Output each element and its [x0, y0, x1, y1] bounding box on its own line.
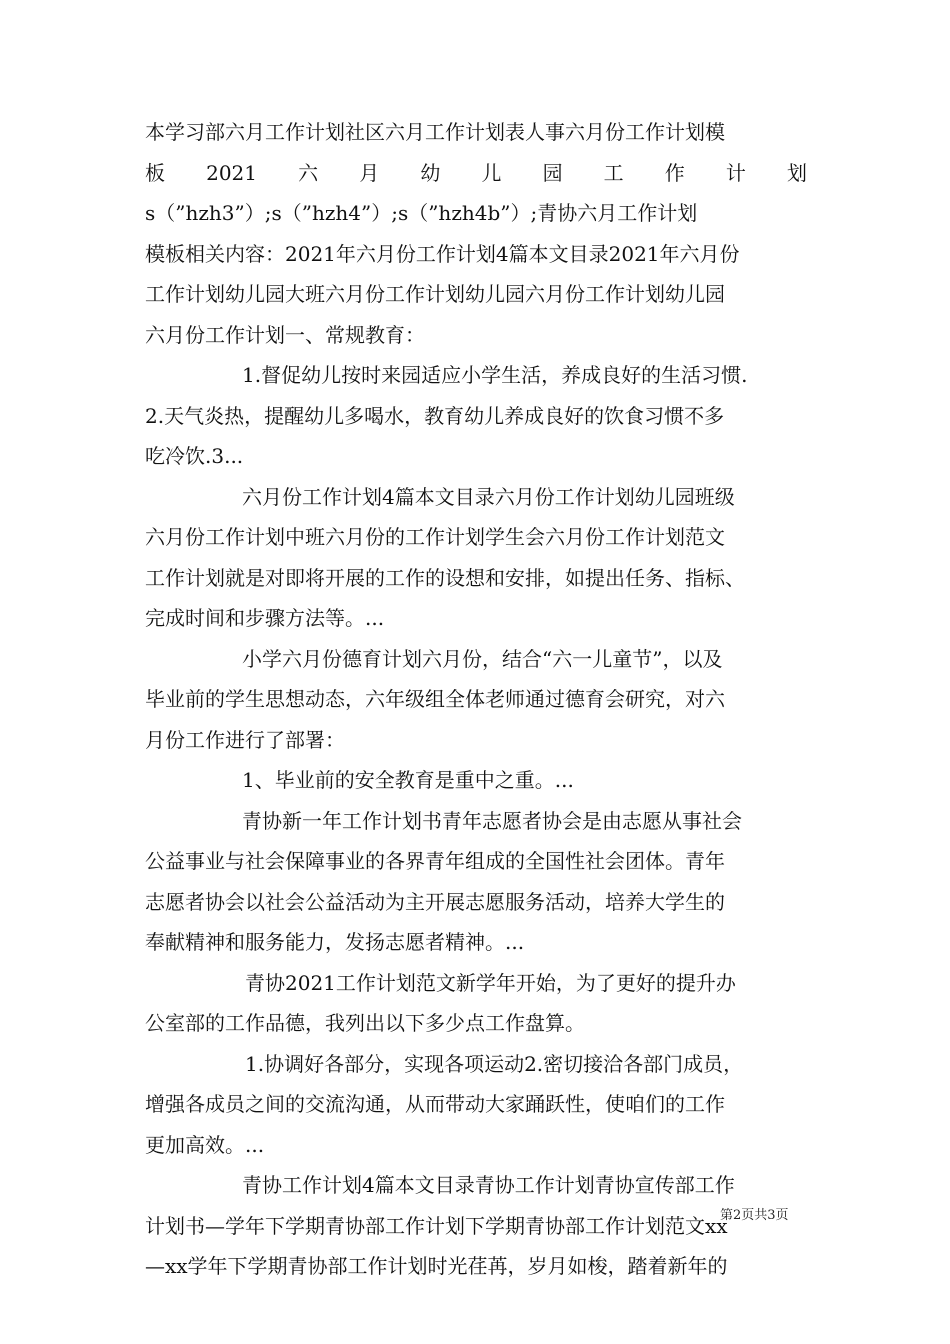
text-line: 奉献精神和服务能力，发扬志愿者精神。...	[145, 930, 525, 954]
text-line: 六月份工作计划一、常规教育：	[145, 322, 425, 347]
text-line: 2.天气炎热，提醒幼儿多喝水，教育幼儿养成良好的饮食习惯不多	[145, 403, 725, 428]
text-line: s（”hzh3”）;s（”hzh4”）;s（”hzh4b”）;青协六月工作计划	[145, 201, 698, 225]
text-line: 月份工作进行了部署：	[145, 727, 345, 752]
text-line-indented: 1、毕业前的安全教育是重中之重。...	[242, 768, 574, 792]
spread-char: 工	[603, 160, 624, 185]
text-line: 增强各成员之间的交流沟通，从而带动大家踊跃性，使咱们的工作	[145, 1092, 725, 1116]
spread-char: 作	[664, 160, 685, 185]
text-line: 公室部的工作品德，我列出以下多少点工作盘算。	[145, 1011, 585, 1035]
text-line: 完成时间和步骤方法等。...	[145, 606, 385, 630]
spread-char: 划	[787, 160, 807, 185]
text-line: 本学习部六月工作计划社区六月工作计划表人事六月份工作计划模	[145, 120, 725, 144]
text-line: 六月份工作计划中班六月份的工作计划学生会六月份工作计划范文	[145, 525, 725, 549]
spread-char: 2021	[206, 160, 258, 185]
body-text	[145, 112, 807, 1287]
spread-char: 六	[298, 160, 319, 185]
text-line: 志愿者协会以社会公益活动为主开展志愿服务活动，培养大学生的	[145, 889, 725, 914]
text-line: 吃冷饮.3...	[145, 444, 244, 468]
text-line: 模板相关内容：2021年六月份工作计划4篇本文目录2021年六月份	[145, 241, 740, 266]
text-line: 更加高效。...	[145, 1132, 265, 1157]
text-line: 公益事业与社会保障事业的各界青年组成的全国性社会团体。青年	[145, 849, 725, 873]
page-number-footer: 第2页共3页	[720, 1208, 789, 1223]
text-line-indented: 青协新一年工作计划书青年志愿者协会是由志愿从事社会	[242, 808, 742, 833]
text-line: —xx学年下学期青协部工作计划时光荏苒，岁月如梭，踏着新年的	[145, 1254, 728, 1278]
spread-char: 计	[725, 160, 746, 185]
text-line-indented: 六月份工作计划4篇本文目录六月份工作计划幼儿园班级	[242, 484, 735, 509]
text-line-spread	[145, 153, 807, 194]
text-line-indented: 1.督促幼儿按时来园适应小学生活，养成良好的生活习惯.	[242, 363, 748, 387]
spread-char: 板	[145, 160, 165, 185]
text-line-indented: 青协2021工作计划范文新学年开始，为了更好的提升办	[245, 970, 736, 995]
text-line: 计划书—学年下学期青协部工作计划下学期青协部工作计划范文xx	[145, 1213, 728, 1238]
text-line: 工作计划就是对即将开展的工作的设想和安排，如提出任务、指标、	[145, 565, 745, 590]
spread-char: 幼	[420, 160, 441, 185]
spread-char: 园	[542, 160, 563, 185]
spread-char: 月	[359, 160, 380, 185]
text-line: 工作计划幼儿园大班六月份工作计划幼儿园六月份工作计划幼儿园	[145, 282, 725, 306]
text-line: 毕业前的学生思想动态，六年级组全体老师通过德育会研究，对六	[145, 687, 725, 711]
text-line-indented: 小学六月份德育计划六月份，结合“六一儿童节”，以及	[242, 646, 723, 671]
text-line-indented: 1.协调好各部分，实现各项运动2.密切接洽各部门成员，	[245, 1051, 744, 1076]
spread-char: 儿	[481, 160, 502, 185]
text-line-indented: 青协工作计划4篇本文目录青协工作计划青协宣传部工作	[242, 1173, 735, 1197]
